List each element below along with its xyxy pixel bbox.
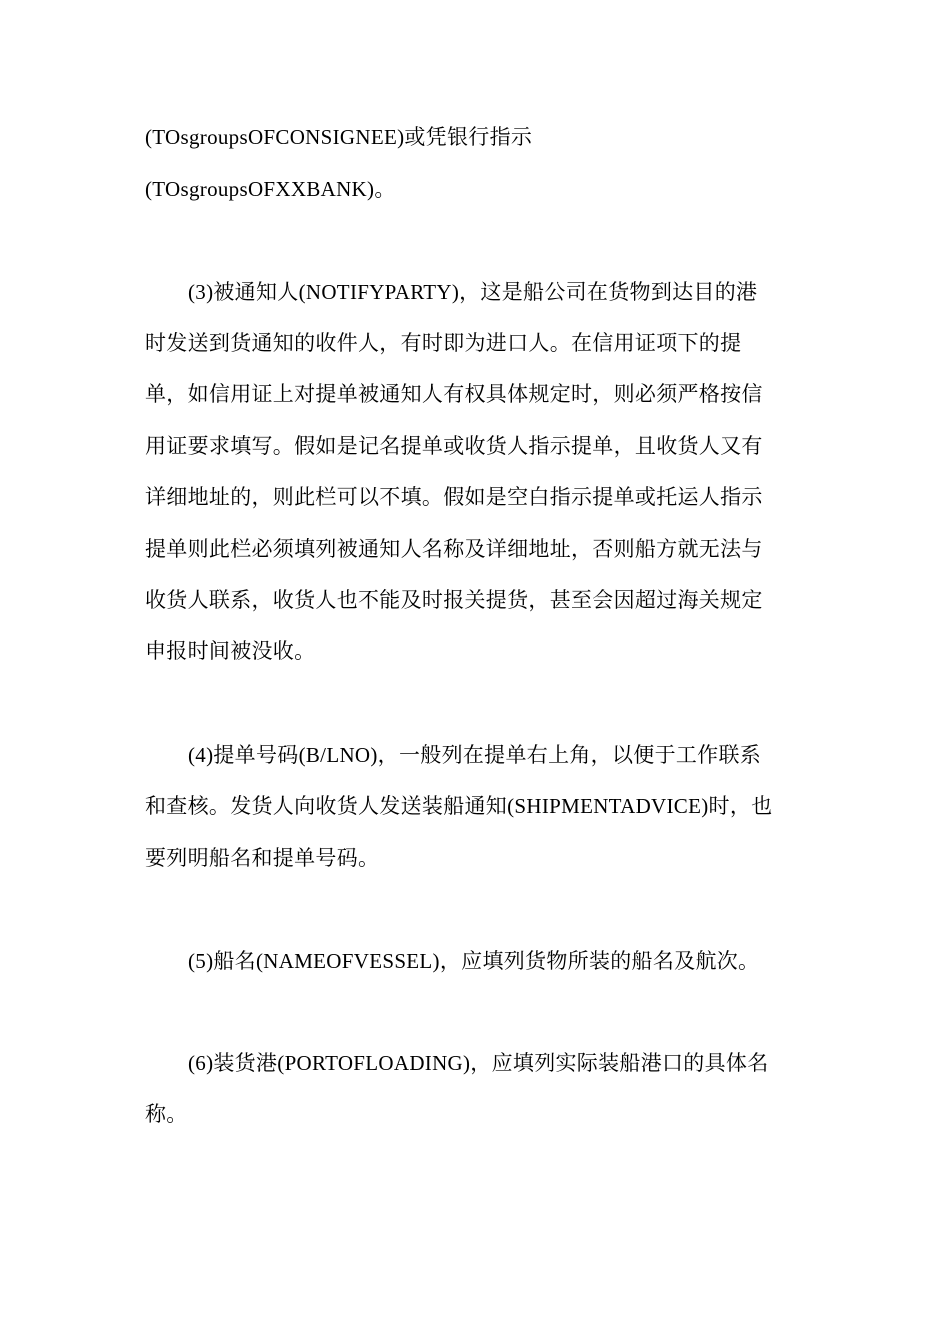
paragraph-line: 申报时间被没收。 <box>145 639 316 663</box>
paragraph-3-first-line: (3)被通知人(NOTIFYPARTY)，这是船公司在货物到达目的港 <box>188 280 758 304</box>
paragraph-line: 用证要求填写。假如是记名提单或收货人指示提单，且收货人又有 <box>145 434 763 458</box>
paragraph-line: 收货人联系，收货人也不能及时报关提货，甚至会因超过海关规定 <box>145 588 763 612</box>
paragraph-line: 称。 <box>145 1102 188 1126</box>
paragraph-line: 提单则此栏必须填列被通知人名称及详细地址，否则船方就无法与 <box>145 537 763 561</box>
paragraph-line: (TOsgroupsOFXXBANK)。 <box>145 177 396 201</box>
paragraph-line: 时发送到货通知的收件人，有时即为进口人。在信用证项下的提 <box>145 331 742 355</box>
paragraph-5-line: (5)船名(NAMEOFVESSEL)，应填列货物所装的船名及航次。 <box>188 949 760 973</box>
paragraph-4-first-line: (4)提单号码(B/LNO)，一般列在提单右上角，以便于工作联系 <box>188 743 762 767</box>
paragraph-line: (TOsgroupsOFCONSIGNEE)或凭银行指示 <box>145 125 533 149</box>
paragraph-line: 要列明船名和提单号码。 <box>145 846 380 870</box>
paragraph-6-first-line: (6)装货港(PORTOFLOADING)，应填列实际装船港口的具体名 <box>188 1051 769 1075</box>
paragraph-line: 和查核。发货人向收货人发送装船通知(SHIPMENTADVICE)时，也 <box>145 794 773 818</box>
paragraph-line: 详细地址的，则此栏可以不填。假如是空白指示提单或托运人指示 <box>145 485 763 509</box>
paragraph-line: 单，如信用证上对提单被通知人有权具体规定时，则必须严格按信 <box>145 382 763 406</box>
